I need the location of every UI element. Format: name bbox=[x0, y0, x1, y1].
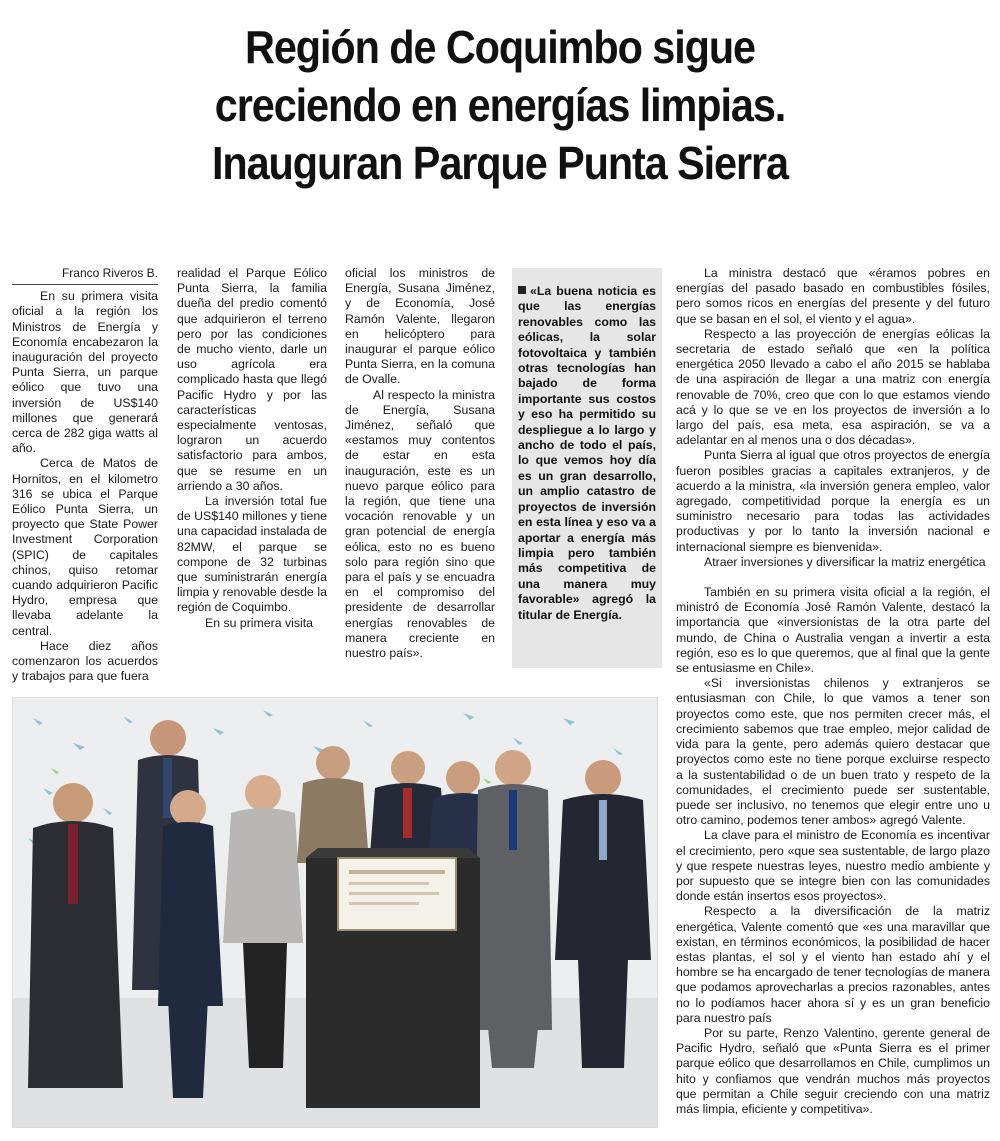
paragraph: oficial los ministros de Energía, Susana Jiménez, y de Economía, José Ramón Valente, llegaron en helicóptero para inaugurar el parque eólico Punta Sierra, en la comuna de Ovalle. bbox=[345, 266, 495, 387]
paragraph: En su primera visita oficial a la región los Ministros de Energía y Economía encabezaron la inauguración del proyecto Punta Sierra, un parque eólico que tuvo una inversión de US$140 millones que generará cerca de 282 giga watts al año. bbox=[12, 289, 158, 456]
headline-line-1: Región de Coquimbo sigue bbox=[245, 21, 755, 73]
paragraph: Por su parte, Renzo Valentino, gerente general de Pacific Hydro, señaló que «Punta Sierra es el primer parque eólico que desarrollamos en Chile, cumplimos un hito y confiamos que vendrán muchos más proyectos que permitan a Chile seguir creciendo con una matriz más limpia, eficiente y competitiva». bbox=[676, 1025, 990, 1116]
plaque-plinth bbox=[306, 848, 480, 1108]
pull-quote bbox=[518, 284, 656, 623]
paragraph: La inversión total fue de US$140 millones y tiene una capacidad instalada de 82MW, el parque se compone de 32 turbinas que suministrarán energía limpia y renovable desde la región de Coquimbo. bbox=[177, 494, 327, 615]
headline-line-3: Inauguran Parque Punta Sierra bbox=[211, 137, 789, 189]
paragraph: La clave para el ministro de Economía es incentivar el crecimiento, pero «que sea sustentable, de largo plazo y que respete nuestras leyes, nuestro medio ambiente y por supuesto que se integre bien con las comunidades donde están insertos esos proyectos». bbox=[676, 828, 990, 904]
paragraph: Al respecto la ministra de Energía, Susana Jiménez, señaló que «estamos muy contentos de estar en esta inauguración, este es un nuevo parque eólico para la región, que tiene una vocación renovable y un gran potencial de energía eólica, esto no es bueno solo para región sino que para el país y se encuadra en el compromiso del presidente de desarrollar energías renovables de manera creciente en nuestro país». bbox=[345, 387, 495, 661]
paragraph: Respecto a la diversificación de la matriz energética, Valente comentó que «es una maravillar que existan, en términos económicos, la posibilidad de hacer estas plantas, el sol y el viento han estado ahí y el hombre se ha encargado de tener tecnologías de manera que podamos aprovecharlas a precios razonables, antes no lo podíamos hacer ahora sí y es un gran beneficio para nuestro país bbox=[676, 904, 990, 1025]
byline: Franco Riveros B. bbox=[12, 266, 158, 285]
article-column-2 bbox=[177, 266, 327, 631]
paragraph: realidad el Parque Eólico Punta Sierra, la familia dueña del predio comentó que adquirieron el terreno pero por las condiciones de mucho viento, darle un uso agrícola era complicado hasta que llegó Pacific Hydro y por las características especialmente ventosas, lograron un acuerdo satisfactorio para ambos, que se resume en un arriendo a 30 años. bbox=[177, 266, 327, 493]
paragraph: También en su primera visita oficial a la región, el ministró de Economía José Ramón Valente, destacó la importancia que «inversionistas de la otra parte del mundo, de China o Australia vengan a invertir a esta región, eso es lo que queremos, que al final que la gente se entusiasme en Chile». bbox=[676, 585, 990, 676]
article-column-1 bbox=[12, 266, 158, 684]
paragraph: Punta Sierra al igual que otros proyectos de energía fueron posibles gracias a capitales extranjeros, y de acuerdo a la ministra, «la inversión genera empleo, valor agregado, competitividad porque la energía es un suministro necesario para todas las actividades productivas y por lo tanto la inversión nacional e internacional siempre es bienvenida». bbox=[676, 448, 990, 554]
square-bullet-icon bbox=[518, 286, 526, 294]
person-8 bbox=[474, 750, 552, 1068]
paragraph: Respecto a las proyección de energías eólicas la secretaria de estado señaló que «en la política energética 2050 llevado a cabo el año 2015 se hablaba de una aspiración de llegar a una matriz con energía renovable de 70%, creo que con lo que estamos viendo acá y lo que se ve en los proyectos de inversión a lo largo del país, esa meta, esa aspiración, se va a adelantar en al menos una o dos décadas». bbox=[676, 326, 990, 448]
pull-quote-box bbox=[512, 268, 662, 668]
article-column-5 bbox=[676, 266, 990, 1117]
paragraph: Cerca de Matos de Hornitos, en el kilometro 316 se ubica el Parque Eólico Punta Sierra, un proyecto que State Power Investment Corporation (SPIC) de capitales chinos, quiso retomar cuando adquirieron Pacific Hydro, empresa que llevaba adelante la central. bbox=[12, 456, 158, 638]
paragraph: En su primera visita bbox=[205, 615, 313, 630]
paragraph: Hace diez años comenzaron los acuerdos y trabajos para que fuera bbox=[12, 638, 158, 684]
pull-quote-text: «La buena noticia es que las energías renovables como las eólicas, la solar fotovoltaica y también otras tecnologías han bajado de forma importante sus costos y eso ha permitido su despliegue a lo largo y ancho de todo el país, lo que vemos hoy día es un gran desarrollo, un amplio catastro de proyectos de inversión en esta línea y eso va a aportar a energía más limpia pero también más competitiva de una manera muy favorable» agregó la titular de Energía. bbox=[518, 284, 656, 622]
inauguration-photo bbox=[12, 697, 658, 1128]
article-column-3 bbox=[345, 266, 495, 661]
paragraph: La ministra destacó que «éramos pobres en energías del pasado basado en combustibles fósiles, pero somos ricos en energías del presente y del futuro que se basan en el sol, el viento y el agua». bbox=[676, 266, 990, 326]
paragraph: «Si inversionistas chilenos y extranjeros se entusiasman con Chile, lo que vamos a tener son proyectos como este, que nos permiten crecer más, el crecimiento sabemos que trae empleo, mejor calidad de vida para la gente, pero además quiero destacar que proyectos como este no tiene porque excluirse respecto a la sustentabilidad o de un buen trato y respeto de la comunidades, el crecimiento puede ser sustentable, puede ser inclusivo, no tenemos que elegir entre uno u otro camino, podemos tener ambos» agregó Valente. bbox=[676, 676, 990, 828]
article-headline bbox=[50, 18, 950, 192]
person-1 bbox=[28, 783, 123, 1088]
headline-line-2: creciendo en energías limpias. bbox=[214, 79, 786, 131]
subheading: Atraer inversiones y diversificar la matriz energética bbox=[704, 554, 986, 569]
